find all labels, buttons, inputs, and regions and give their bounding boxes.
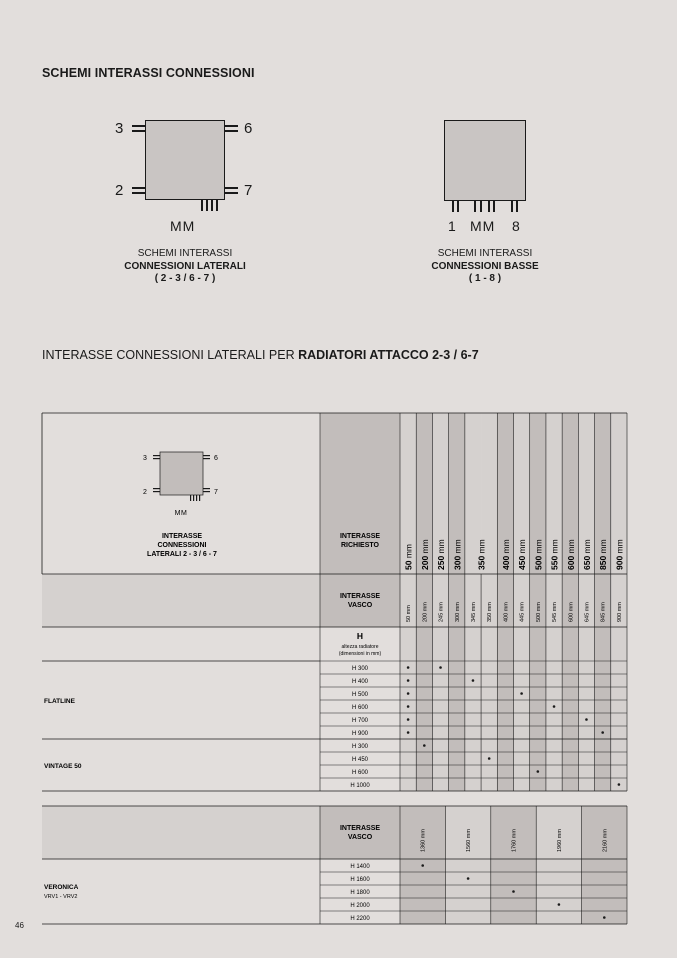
interasse-vasco-label: 2160 mm [602, 829, 609, 852]
interasse-vasco-label: 600 mm [568, 602, 575, 622]
table-cell [320, 806, 400, 859]
label-mm: MM [174, 510, 188, 517]
unit: mm [549, 539, 560, 556]
interasse-vasco-label: 1960 mm [556, 829, 563, 852]
interasse-vasco-label: 545 mm [552, 602, 559, 622]
availability-dot [421, 864, 424, 867]
page-number: 46 [15, 921, 24, 930]
label-3: 3 [143, 455, 147, 462]
interasse-value: 650 [581, 555, 592, 570]
unit: mm [533, 539, 544, 556]
row-h-label: H 2000 [350, 903, 370, 909]
interasse-value: 250 [436, 555, 447, 570]
interasse-vasco-label: 300 mm [454, 602, 461, 622]
unit: mm [403, 544, 414, 561]
unit: mm [452, 539, 463, 556]
h-label: H [356, 631, 364, 641]
row-h-label: H 300 [351, 744, 369, 750]
interasse-value: 350 [476, 555, 487, 570]
row-h-label: H 900 [351, 731, 369, 737]
row-h-label: H 700 [351, 718, 369, 724]
unit: mm [517, 539, 528, 556]
unit: mm [581, 539, 592, 556]
label-mm: MM [170, 218, 196, 234]
interasse-value: 550 [549, 555, 560, 570]
availability-dot [467, 877, 470, 880]
interasse-value: 50 [403, 560, 414, 570]
interasse-value: 500 [533, 555, 544, 570]
label-8: 8 [512, 218, 520, 234]
interasse-vasco-label: 900 mm [616, 602, 623, 622]
column-cell [536, 806, 581, 924]
availability-dot [603, 916, 606, 919]
interasse-vasco-label: 1560 mm [466, 829, 473, 852]
row-h-label: H 1400 [350, 864, 370, 870]
interasse-vasco-label: 1760 mm [511, 829, 518, 852]
header-label: RICHIESTO [341, 542, 379, 549]
label-6: 6 [244, 120, 253, 137]
h-sub: altezza radiatore [341, 644, 379, 650]
unit: mm [436, 539, 447, 556]
header-label: INTERASSE [339, 825, 381, 832]
unit: mm [565, 539, 576, 556]
row-h-label: H 400 [351, 679, 369, 685]
bottom-caption: SCHEMI INTERASSI CONNESSIONI BASSE ( 1 - 8 ) [431, 248, 539, 284]
interasse-vasco-label: 645 mm [584, 602, 591, 622]
table-cell [42, 806, 320, 859]
unit: mm [419, 539, 430, 556]
model-name: VERONICA [44, 884, 79, 891]
label-mm: MM [470, 218, 496, 234]
interasse-value: 300 [452, 555, 463, 570]
model-subname: VRV1 - VRV2 [44, 894, 78, 900]
row-h-label: H 1000 [350, 783, 370, 789]
label-2: 2 [115, 182, 124, 199]
diagram-caption: CONNESSIONI [157, 542, 207, 549]
unit: mm [476, 539, 487, 556]
column-cell [582, 806, 627, 924]
label-2: 2 [143, 489, 147, 496]
row-h-label: H 600 [351, 705, 369, 711]
row-h-label: H 1600 [350, 877, 370, 883]
interasse-vasco-label: 350 mm [487, 602, 494, 622]
interasse-value: 600 [565, 555, 576, 570]
row-h-label: H 2200 [350, 916, 370, 922]
row-h-label: H 300 [351, 666, 369, 672]
label-3: 3 [115, 120, 124, 137]
interasse-value: 400 [500, 555, 511, 570]
row-h-label: H 600 [351, 770, 369, 776]
row-h-label: H 1800 [350, 890, 370, 896]
availability-dot [558, 903, 561, 906]
interasse-vasco-label: 1360 mm [420, 829, 427, 852]
header-label: VASCO [347, 834, 373, 841]
row-h-label: H 450 [351, 757, 369, 763]
interasse-vasco-label: 445 mm [519, 602, 526, 622]
label-7: 7 [244, 182, 253, 199]
interasse-value: 900 [614, 555, 625, 570]
interasse-value: 450 [517, 555, 528, 570]
unit: mm [614, 539, 625, 556]
interasse-vasco-label: 245 mm [438, 602, 445, 622]
lateral-caption: SCHEMI INTERASSI CONNESSIONI LATERALI ( 2 - 3 / 6 - 7 ) [124, 248, 246, 284]
header-label: INTERASSE [339, 593, 381, 600]
section-title: SCHEMI INTERASSI CONNESSIONI [42, 66, 255, 80]
model-name: FLATLINE [44, 698, 75, 705]
interasse-vasco-label: 345 mm [470, 602, 477, 622]
row-h-label: H 500 [351, 692, 369, 698]
interasse-vasco-label: 400 mm [503, 602, 510, 622]
interasse-value: 200 [419, 555, 430, 570]
section-subtitle: INTERASSE CONNESSIONI LATERALI PER RADIATORI ATTACCO 2-3 / 6-7 [42, 348, 479, 362]
column-cell [491, 806, 536, 924]
interasse-vasco-label: 50 mm [406, 605, 413, 622]
model-name: VINTAGE 50 [44, 763, 82, 770]
label-7: 7 [214, 489, 218, 496]
header-label: VASCO [347, 602, 373, 609]
label-1: 1 [448, 218, 456, 234]
header-label: INTERASSE [339, 533, 381, 540]
unit: mm [598, 539, 609, 556]
interasse-vasco-label: 500 mm [535, 602, 542, 622]
h-sub: (dimensioni in mm) [338, 651, 382, 657]
availability-dot [512, 890, 515, 893]
diagram-caption: LATERALI 2 - 3 / 6 - 7 [147, 551, 217, 558]
column-cell [445, 806, 490, 924]
interasse-value: 850 [598, 555, 609, 570]
interasse-vasco-label: 200 mm [422, 602, 429, 622]
diagram-caption: INTERASSE [161, 533, 203, 540]
unit: mm [500, 539, 511, 556]
interasse-vasco-label: 845 mm [600, 602, 607, 622]
label-6: 6 [214, 455, 218, 462]
